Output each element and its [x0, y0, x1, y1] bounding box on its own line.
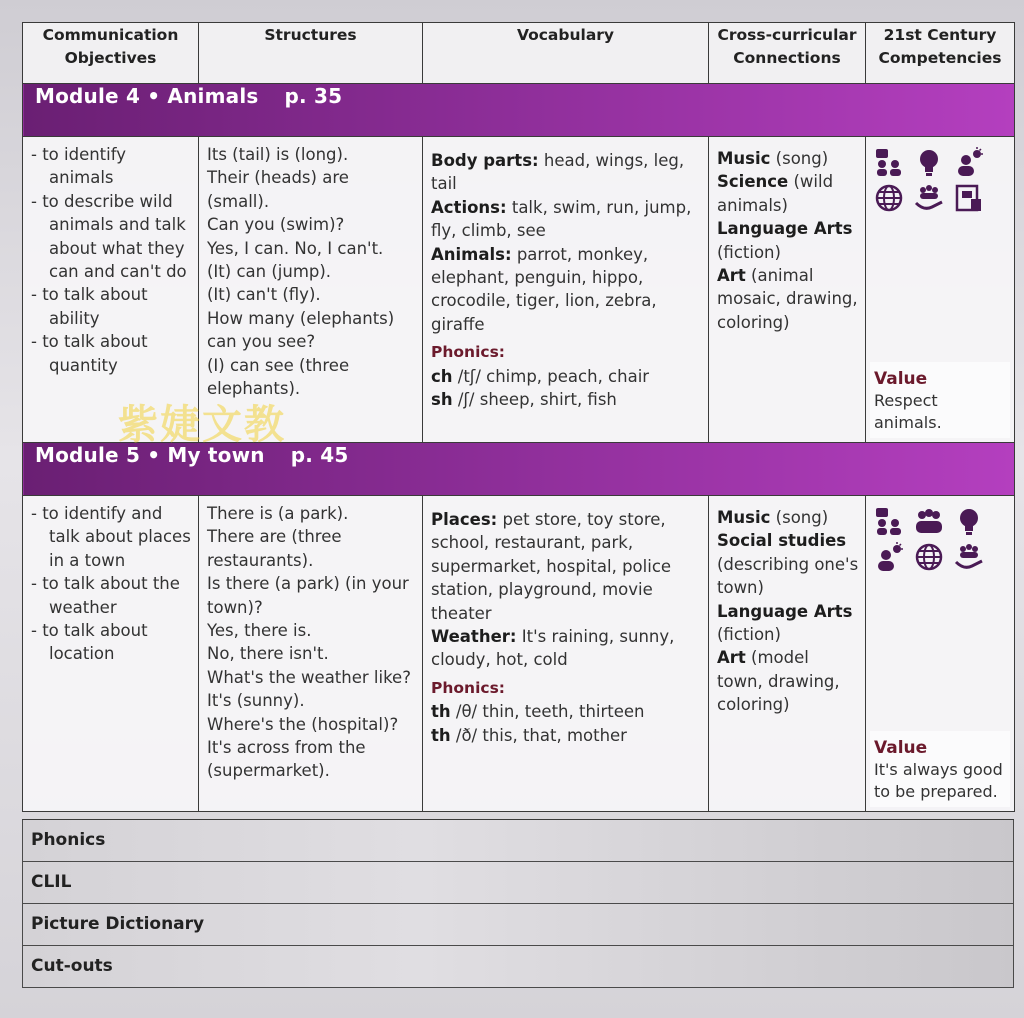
phonics-line — [431, 365, 702, 388]
connection-detail: (song) — [770, 149, 829, 168]
competencies-cell — [866, 137, 1015, 443]
lightbulb-icon — [914, 147, 944, 177]
objective-item: - to talk about quantity — [31, 332, 148, 375]
structure-line: How many (elephants) can you see? — [207, 308, 395, 352]
structure-line: Yes, there is. — [207, 621, 312, 641]
module-page: p. 35 — [284, 84, 343, 108]
extras-row: Picture Dictionary — [22, 904, 1014, 946]
structure-line: Is there (a park) (in your town)? — [207, 574, 409, 617]
connection-subject: Social studies — [717, 531, 847, 551]
module-band — [23, 84, 1015, 137]
extras-list — [22, 819, 1014, 988]
header-row — [23, 23, 1015, 84]
objectives-list — [31, 143, 192, 377]
value-text: It's always good to be prepared. — [874, 760, 1003, 801]
phonics-words: /ʃ/ sheep, shirt, fish — [452, 390, 617, 410]
structure-line: (It) can (jump). — [207, 262, 332, 282]
vocabulary-words: pet store, toy store, school, restaurant, park, supermarket, hospital, police station, playground, movie theater — [431, 510, 672, 623]
phonics-label: Phonics: — [431, 678, 506, 697]
module-title: Module 4 • Animals — [35, 84, 259, 108]
objective-item: - to talk about ability — [31, 285, 148, 328]
phonics-label: Phonics: — [431, 343, 506, 362]
competency-icons — [866, 137, 1014, 213]
structure-line: (It) can't (fly). — [207, 285, 321, 305]
connection-subject: Art — [717, 648, 746, 668]
header-vocabulary: Vocabulary — [423, 23, 709, 84]
structure-line: (I) can see (three elephants). — [207, 355, 350, 399]
competencies-cell — [866, 496, 1015, 812]
structure-line: It's (sunny). — [207, 691, 305, 711]
connection-detail: (fiction) — [717, 625, 781, 645]
connection-detail: (describing one's town) — [717, 554, 859, 598]
connection-subject: Music — [717, 508, 771, 527]
phonics-words: /θ/ thin, teeth, thirteen — [450, 702, 645, 722]
phonics-words: /ð/ this, that, mother — [450, 725, 627, 745]
phonics-line — [431, 724, 702, 747]
phonics-line — [431, 700, 702, 723]
structure-line: Its (tail) is (long). — [207, 145, 349, 164]
connection-subject: Language Arts — [717, 601, 853, 621]
vocabulary-words: It's raining, sunny, cloudy, hot, cold — [431, 627, 675, 670]
structure-line: It's across from the (supermarket). — [207, 738, 366, 781]
watermark: 紫婕文教 — [118, 402, 286, 448]
care-hands-icon — [954, 542, 984, 572]
group-icon — [914, 506, 944, 536]
connection-detail: (fiction) — [717, 242, 781, 262]
connection-detail: (wild animals) — [717, 172, 834, 215]
vocabulary-group — [431, 243, 702, 337]
module-page: p. 45 — [290, 443, 349, 467]
vocabulary-words: parrot, monkey, elephant, penguin, hippo, crocodile, tiger, lion, zebra, giraffe — [431, 244, 657, 334]
phonics-sound: sh — [431, 390, 453, 410]
objective-item: - to talk about the weather — [31, 574, 180, 617]
vocabulary-group — [431, 508, 702, 625]
objective-item: - to identify animals — [31, 145, 127, 188]
structure-line: There is (a park). — [207, 504, 349, 523]
globe-icon — [914, 542, 944, 572]
connection-item — [717, 264, 859, 334]
value-box — [870, 731, 1010, 807]
structure-line: What's the weather like? — [207, 667, 411, 687]
document-icon — [954, 183, 984, 213]
phonics-sound: th — [431, 725, 451, 745]
vocabulary-group — [431, 625, 702, 672]
phonics-sound: th — [431, 702, 451, 722]
care-hands-icon — [914, 183, 944, 213]
value-box — [870, 362, 1010, 438]
connection-item — [717, 529, 859, 599]
vocabulary-cell — [423, 137, 709, 443]
header-objectives: Communication Objectives — [23, 23, 199, 84]
connection-subject: Art — [717, 266, 746, 286]
vocabulary-label: Places: — [431, 510, 498, 529]
objective-item: - to talk about location — [31, 621, 148, 664]
lightbulb-icon — [954, 506, 984, 536]
vocabulary-label: Actions: — [431, 197, 507, 217]
idea-person-icon — [874, 542, 904, 572]
competency-icons — [866, 496, 1014, 572]
connection-item — [717, 147, 859, 170]
connection-item — [717, 506, 859, 529]
objective-item: - to identify and talk about places in a town — [31, 504, 191, 570]
header-connections: Cross-curricular Connections — [709, 23, 866, 84]
connection-detail: (model town, drawing, coloring) — [717, 648, 840, 715]
structure-line: Where's the (hospital)? — [207, 714, 399, 734]
vocabulary-words: head, wings, leg, tail — [431, 151, 685, 194]
vocabulary-words: talk, swim, run, jump, fly, climb, see — [431, 197, 692, 241]
value-label: Value — [874, 369, 928, 389]
phonics-words: /tʃ/ chimp, peach, chair — [452, 366, 650, 386]
vocabulary-label: Animals: — [431, 244, 512, 264]
connection-item — [717, 600, 859, 647]
connection-subject: Language Arts — [717, 219, 853, 239]
connection-detail: (animal mosaic, drawing, coloring) — [717, 266, 858, 332]
connection-detail: (song) — [770, 508, 829, 527]
module-content-row — [23, 496, 1015, 812]
structure-line: Yes, I can. No, I can't. — [207, 238, 384, 258]
structure-line: There are (three restaurants). — [207, 527, 342, 570]
value-label: Value — [874, 738, 928, 758]
vocabulary-label: Body parts: — [431, 151, 539, 170]
phonics-line — [431, 388, 702, 411]
structure-line: Can you (swim)? — [207, 215, 345, 235]
connection-subject: Science — [717, 172, 789, 192]
module-band-row — [23, 443, 1015, 496]
critical-thinking-icon — [874, 147, 904, 177]
extras-row: Cut-outs — [22, 946, 1014, 988]
header-structures: Structures — [199, 23, 423, 84]
connection-item — [717, 170, 859, 217]
vocabulary-label: Weather: — [431, 627, 517, 647]
connection-item — [717, 217, 859, 264]
connection-item — [717, 646, 859, 716]
module-title: Module 5 • My town — [35, 443, 265, 467]
connection-subject: Music — [717, 149, 771, 168]
objectives-list — [31, 502, 192, 666]
module-band-row — [23, 84, 1015, 137]
idea-person-icon — [954, 147, 984, 177]
value-text: Respect animals. — [874, 391, 942, 432]
structure-line: Their (heads) are (small). — [207, 168, 349, 211]
connections-cell — [709, 496, 866, 812]
vocabulary-cell — [423, 496, 709, 812]
critical-thinking-icon — [874, 506, 904, 536]
vocabulary-group — [431, 196, 702, 243]
structures-cell — [199, 496, 423, 812]
extras-row: Phonics — [22, 820, 1014, 862]
globe-icon — [874, 183, 904, 213]
objectives-cell — [23, 496, 199, 812]
phonics-sound: ch — [431, 366, 453, 386]
structure-line: No, there isn't. — [207, 644, 329, 664]
connections-cell — [709, 137, 866, 443]
extras-row: CLIL — [22, 862, 1014, 904]
module-band — [23, 443, 1015, 496]
vocabulary-group — [431, 149, 702, 196]
header-competencies: 21st Century Competencies — [866, 23, 1015, 84]
objective-item: - to describe wild animals and talk about what they can and can't do — [31, 191, 187, 282]
